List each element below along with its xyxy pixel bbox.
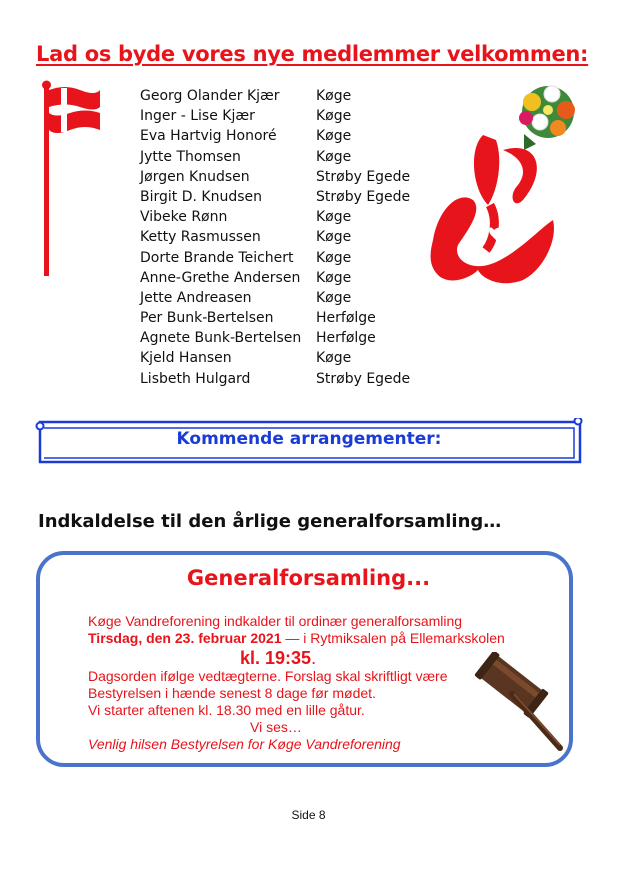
member-row [140,106,410,126]
member-row [140,348,410,368]
member-name: Jette Andreasen [140,289,252,306]
member-city: Køge [316,128,352,145]
gavel-icon [472,652,570,752]
agm-time-suffix: . [311,648,317,668]
member-city: Køge [316,209,352,226]
member-name: Inger - Lise Kjær [140,108,255,125]
member-name: Lisbeth Hulgard [140,370,251,387]
member-name: Dorte Brande Teichert [140,249,294,266]
events-title: Kommende arrangementer: [176,429,442,449]
member-name: Kjeld Hansen [140,350,232,367]
member-name: Birgit D. Knudsen [140,188,262,205]
flower-bouquet-icon [519,86,575,150]
member-row [140,207,410,227]
agm-time: kl. 19:35 [240,648,312,668]
agm-date: Tirsdag, den 23. februar 2021 [88,630,282,646]
agm-location: — i Rytmiksalen på Ellemarkskolen [281,630,505,646]
member-name: Georg Olander Kjær [140,88,280,104]
welcome-title: Lad os byde vores nye medlemmer velkommen: [36,42,589,66]
member-row [140,86,410,106]
member-name: Ketty Rasmussen [140,229,261,246]
member-city: Køge [316,148,352,165]
member-city: Herfølge [316,330,376,347]
agm-heading: Indkaldelse til den årlige generalforsamling… [38,511,502,532]
member-name: Vibeke Rønn [140,209,228,226]
member-row [140,126,410,146]
member-city: Køge [316,108,352,125]
member-name: Jytte Thomsen [140,148,241,165]
agm-see-you-text: Vi ses… [250,719,302,735]
member-row [140,328,410,348]
member-city: Køge [316,289,352,306]
member-city: Strøby Egede [316,168,411,185]
club-logo-icon [428,80,580,290]
member-city: Køge [316,269,352,286]
member-row [140,248,410,268]
agm-title: Generalforsamling... [186,566,431,590]
member-city: Køge [316,88,352,104]
agm-signature: Venlig hilsen Bestyrelsen for Køge Vandreforening [88,736,401,752]
member-row [140,308,410,328]
page-number: Side 8 [291,808,326,822]
member-row [140,227,410,247]
member-row [140,369,410,389]
member-city: Strøby Egede [316,370,411,387]
member-row [140,288,410,308]
member-city: Køge [316,249,352,266]
member-name: Agnete Bunk-Bertelsen [140,330,302,347]
agm-deadline-text: Bestyrelsen i hænde senest 8 dage før mødet. [88,685,376,701]
member-city: Køge [316,350,352,367]
agm-time-line [240,648,316,668]
member-row [140,147,410,167]
member-city: Køge [316,229,352,246]
agm-invitation-text: Køge Vandreforening indkalder til ordinær generalforsamling [88,613,463,629]
danish-flag-icon [40,80,102,280]
member-name: Eva Hartvig Honoré [140,128,277,145]
member-name: Anne-Grethe Andersen [140,269,301,286]
agm-walk-text: Vi starter aftenen kl. 18.30 med en lille gåtur. [88,702,365,718]
member-list [140,86,410,389]
member-city: Strøby Egede [316,188,411,205]
member-row [140,167,410,187]
member-city: Herfølge [316,310,376,327]
member-row [140,268,410,288]
agm-agenda-text: Dagsorden ifølge vedtægterne. Forslag skal skriftligt være [88,668,448,684]
member-name: Jørgen Knudsen [140,168,250,185]
member-row [140,187,410,207]
member-name: Per Bunk-Bertelsen [140,310,274,327]
agm-date-line [88,630,505,647]
